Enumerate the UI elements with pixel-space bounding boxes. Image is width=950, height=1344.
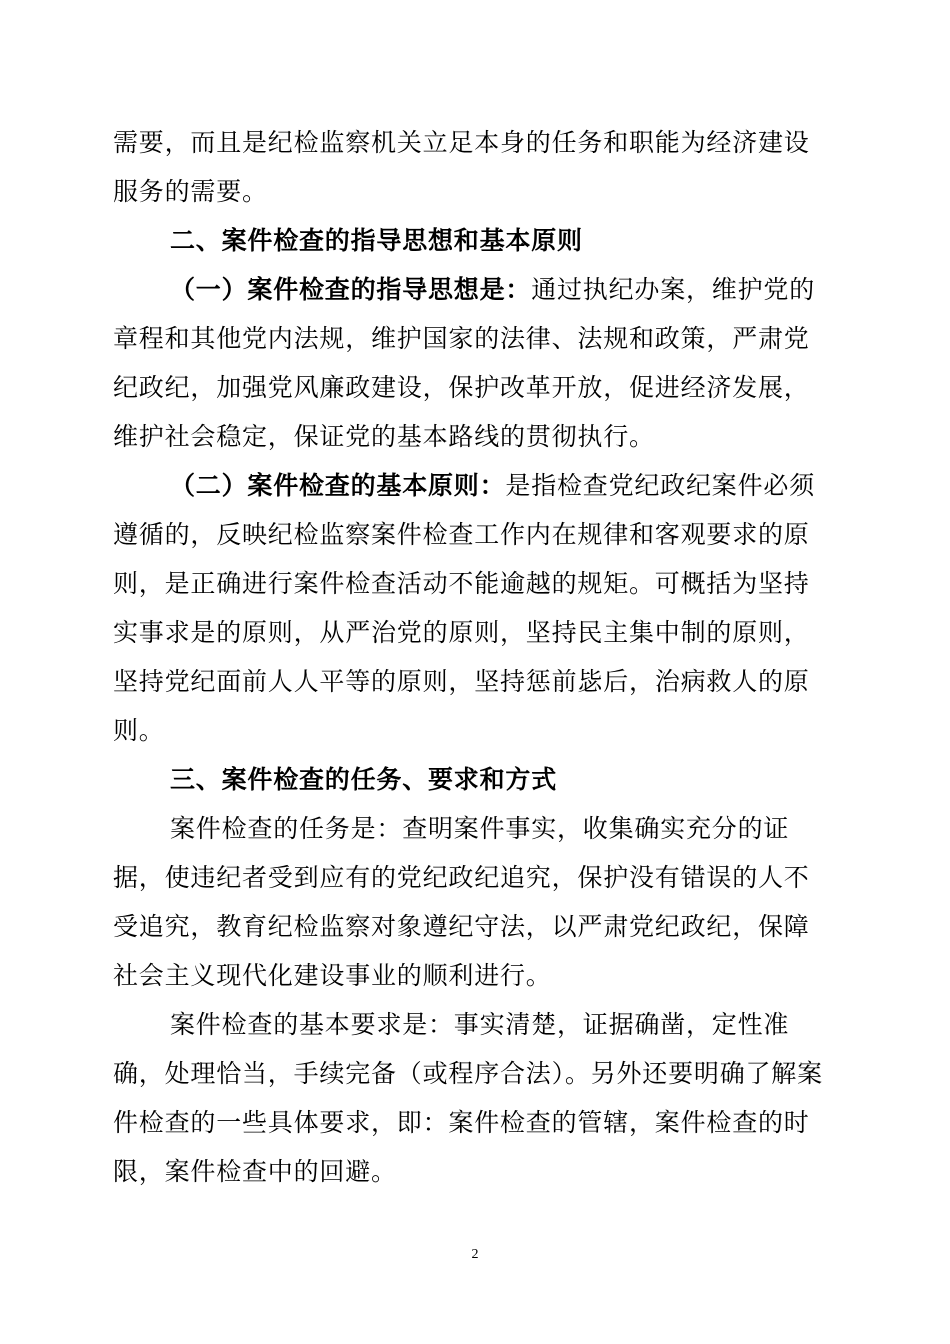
paragraph-guiding-ideology — [113, 265, 835, 461]
paragraph-lead-1: （一）案件检查的指导思想是： — [170, 275, 532, 304]
paragraph-text-1: 通过执纪办案，维护党的章程和其他党内法规，维护国家的法律、法规和政策，严肃党纪政纪，加强党风廉政建设，保护改革开放，促进经济发展，维护社会稳定，保证党的基本路线的贯彻执行。 — [113, 275, 816, 451]
document-body — [113, 118, 835, 1196]
paragraph-lead-2: （二）案件检查的基本原则： — [170, 471, 506, 500]
paragraph-basic-principles — [113, 461, 835, 755]
section-heading-2: 二、案件检查的指导思想和基本原则 — [170, 226, 583, 255]
section-heading-3: 三、案件检查的任务、要求和方式 — [170, 765, 558, 794]
page-number: 2 — [471, 1247, 479, 1262]
paragraph-requirements: 案件检查的基本要求是：事实清楚，证据确凿，定性准确，处理恰当，手续完备（或程序合法）。另外还要明确了解案件检查的一些具体要求，即：案件检查的管辖，案件检查的时限，案件检查中的回避。 — [113, 1010, 823, 1186]
paragraph-tasks: 案件检查的任务是：查明案件事实，收集确实充分的证据，使违纪者受到应有的党纪政纪追究，保护没有错误的人不受追究，教育纪检监察对象遵纪守法，以严肃党纪政纪，保障社会主义现代化建设事业的顺利进行。 — [113, 814, 810, 990]
paragraph-continuation: 需要，而且是纪检监察机关立足本身的任务和职能为经济建设服务的需要。 — [113, 128, 810, 206]
paragraph-text-2: 是指检查党纪政纪案件必须遵循的，反映纪检监察案件检查工作内在规律和客观要求的原则，是正确进行案件检查活动不能逾越的规矩。可概括为坚持实事求是的原则，从严治党的原则，坚持民主集中制的原则，坚持党纪面前人人平等的原则，坚持惩前毖后，治病救人的原则。 — [113, 471, 816, 745]
